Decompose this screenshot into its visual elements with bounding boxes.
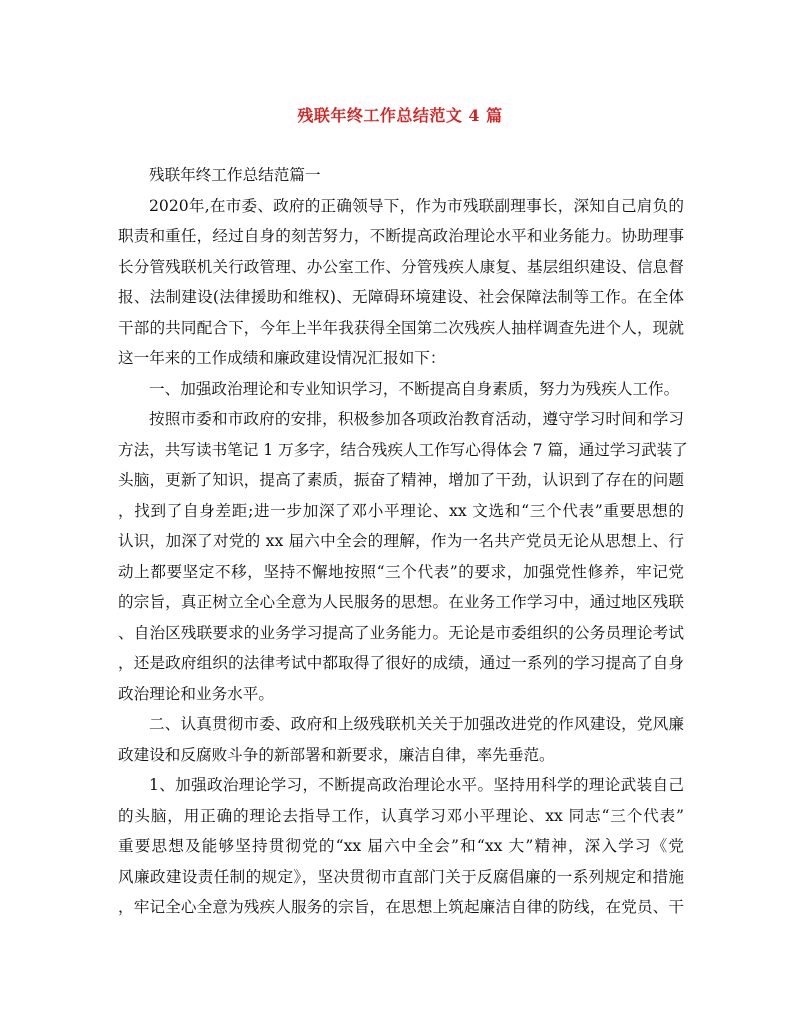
subheading-line: 一、加强政治理论和专业知识学习，不断提高自身素质，努力为残疾人工作。 [149, 379, 680, 398]
paragraph-line: 1、加强政治理论学习，不断提高政治理论水平。坚持用科学的理论武装自己 [149, 776, 684, 794]
paragraph-line: 风廉政建设责任制的规定》，坚决贯彻市直部门关于反腐倡廉的一系列规定和措施 [118, 867, 684, 886]
paragraph-line: 认识，加深了对党的 xx 届六中全会的理解，作为一名共产党员无论从思想上、行 [118, 532, 684, 550]
paragraph-line: 长分管残联机关行政管理、办公室工作、分管残疾人康复、基层组织建设、信息督 [118, 257, 684, 276]
document-body [118, 160, 688, 923]
paragraph-line: 的头脑，用正确的理论去指导工作，认真学习邓小平理论、xx 同志“三个代表” [118, 806, 684, 825]
paragraph-line: 干部的共同配合下，今年上半年我获得全国第二次残疾人抽样调查先进个人，现就 [118, 318, 684, 337]
paragraph-line: 职责和重任，经过自身的刻苦努力，不断提高政治理论水平和业务能力。协助理事 [118, 227, 684, 245]
paragraph-line: 这一年来的工作成绩和廉政建设情况汇报如下： [118, 349, 446, 367]
paragraph-line: 动上都要坚定不移，坚持不懈地按照“三个代表”的要求，加强党性修养，牢记党 [118, 562, 684, 581]
paragraph-line: 按照市委和市政府的安排，积极参加各项政治教育活动，遵守学习时间和学习 [149, 410, 684, 428]
section-heading: 残联年终工作总结范篇一 [149, 166, 321, 184]
paragraph-line: 头脑，更新了知识，提高了素质，振奋了精神，增加了干劲，认识到了存在的问题 [118, 471, 684, 489]
paragraph-line: ，找到了自身差距;进一步加深了邓小平理论、xx 文选和“三个代表”重要思想的 [118, 501, 684, 520]
subheading-line: 二、认真贯彻市委、政府和上级残联机关关于加强改进党的作风建设，党风廉 [149, 715, 684, 733]
paragraph-line: ，牢记全心全意为残疾人服务的宗旨，在思想上筑起廉洁自律的防线，在党员、干 [118, 898, 684, 916]
paragraph-line: 政建设和反腐败斗争的新部署和新要求，廉洁自律，率先垂范。 [118, 745, 555, 764]
paragraph-line: 方法，共写读书笔记 1 万多字，结合残疾人工作写心得体会 7 篇，通过学习武装了 [118, 440, 688, 459]
paragraph-line: 政治理论和业务水平。 [118, 684, 274, 703]
document-title: 残联年终工作总结范文 4 篇 [297, 106, 503, 125]
paragraph-line: 2020年,在市委、政府的正确领导下，作为市残联副理事长，深知自己肩负的 [149, 196, 684, 215]
paragraph-line: 的宗旨，真正树立全心全意为人民服务的思想。在业务工作学习中，通过地区残联 [118, 593, 684, 611]
paragraph-line: ，还是政府组织的法律考试中都取得了很好的成绩，通过一系列的学习提高了自身 [118, 654, 684, 672]
paragraph-line: 重要思想及能够坚持贯彻党的“xx 届六中全会”和“xx 大”精神，深入学习《党 [118, 837, 684, 855]
paragraph-line: 报、法制建设(法律援助和维权)、无障碍环境建设、社会保障法制等工作。在全体 [118, 288, 684, 306]
paragraph-line: 、自治区残联要求的业务学习提高了业务能力。无论是市委组织的公务员理论考试 [118, 623, 684, 642]
